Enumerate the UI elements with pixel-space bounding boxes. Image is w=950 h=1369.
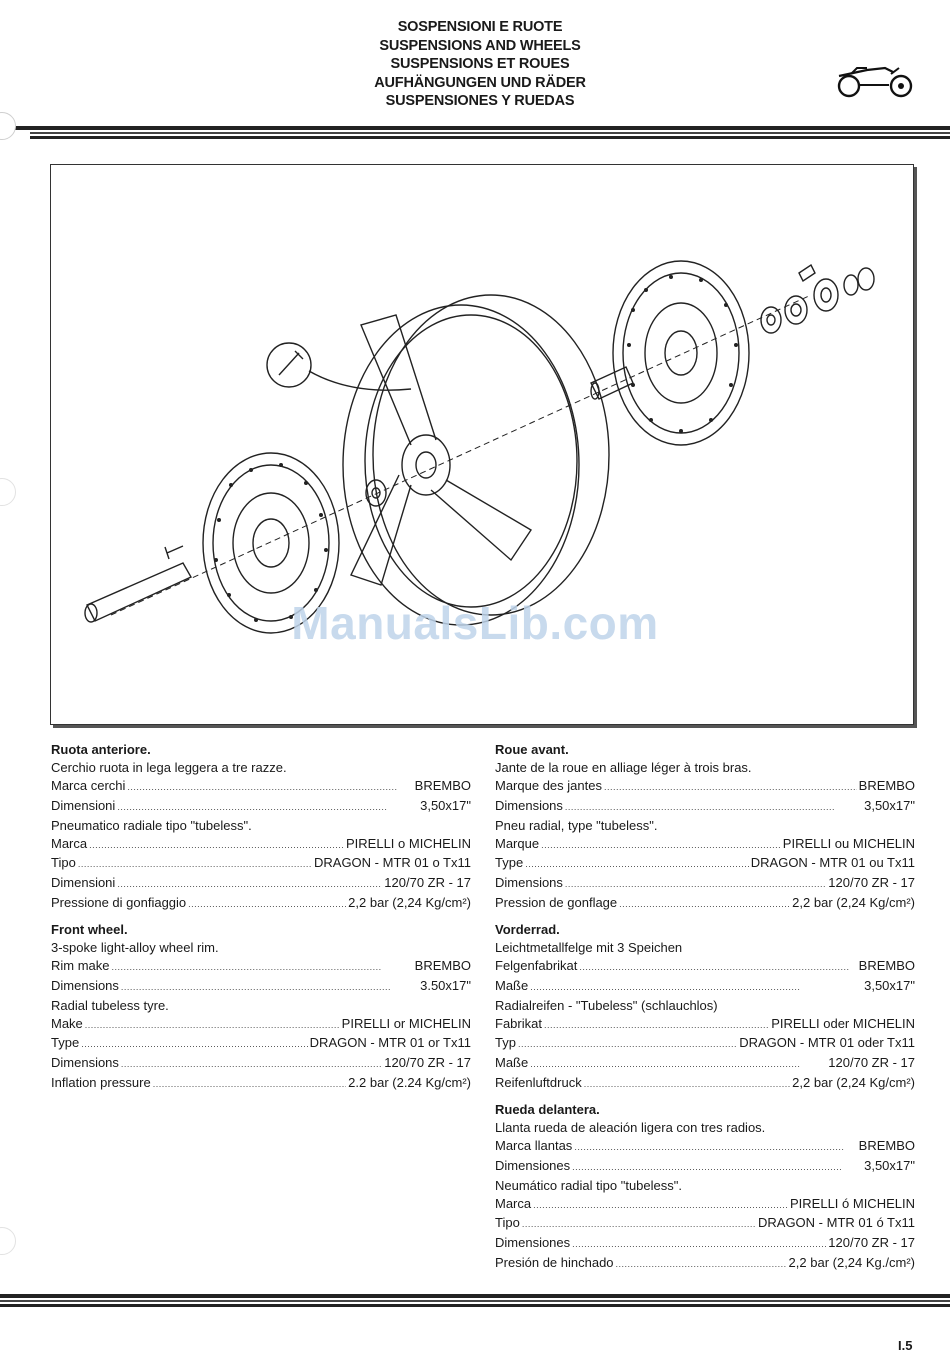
spec-row: Marca . . . PIRELLI o MICHELIN: [51, 835, 471, 855]
motorcycle-wheel-icon: [833, 58, 917, 100]
spec-row: Dimensions . . . 3,50x17": [495, 797, 915, 817]
spec-row: Typ . . . DRAGON - MTR 01 oder Tx11: [495, 1034, 915, 1054]
section-intro: Llanta rueda de aleación ligera con tres radios.: [495, 1119, 766, 1135]
page-number: I.5: [898, 1338, 913, 1353]
spec-row: Type . . . DRAGON - MTR 01 or Tx11: [51, 1034, 471, 1054]
tyre-description: Radial tubeless tyre.: [51, 997, 169, 1013]
spec-row: Tipo . . . DRAGON - MTR 01 ó Tx11: [495, 1214, 915, 1234]
section-intro: 3-spoke light-alloy wheel rim.: [51, 939, 219, 955]
section-intro: Cerchio ruota in lega leggera a tre razze.: [51, 759, 287, 775]
section-title: Vorderrad.: [495, 922, 560, 937]
section-intro: Leichtmetallfelge mit 3 Speichen: [495, 939, 683, 955]
spec-row: Marque . . . PIRELLI ou MICHELIN: [495, 835, 915, 855]
spec-row: Make . . . PIRELLI or MICHELIN: [51, 1015, 471, 1035]
spec-row: Pression de gonflage . . . 2,2 bar (2,24 Kg/cm²): [495, 894, 915, 914]
spec-block-it: [51, 741, 471, 914]
spec-row: Marca . . . PIRELLI ó MICHELIN: [495, 1195, 915, 1215]
spec-row: Dimensions . . . 120/70 ZR - 17: [495, 874, 915, 894]
tyre-description: Pneumatico radiale tipo "tubeless".: [51, 817, 252, 833]
title-en: SUSPENSIONS AND WHEELS: [379, 37, 581, 54]
spec-block-en: [51, 921, 471, 1094]
spec-block-es: [495, 1101, 915, 1274]
spec-row: Maße . . . 3,50x17": [495, 977, 915, 997]
spec-row: Reifenluftdruck . . . 2,2 bar (2,24 Kg/cm²): [495, 1074, 915, 1094]
page-title-block: [290, 18, 670, 111]
spec-row: Dimensioni . . . 120/70 ZR - 17: [51, 874, 471, 894]
spec-block-fr: [495, 741, 915, 914]
title-fr: SUSPENSIONS ET ROUES: [390, 56, 570, 73]
spec-row: Marca llantas . . . BREMBO: [495, 1137, 915, 1157]
title-de: AUFHÄNGUNGEN UND RÄDER: [374, 74, 586, 91]
binder-hole: [0, 1227, 16, 1255]
section-intro: Jante de la roue en alliage léger à trois bras.: [495, 759, 752, 775]
spec-row: Dimensions . . . 120/70 ZR - 17: [51, 1054, 471, 1074]
tyre-description: Neumático radial tipo "tubeless".: [495, 1177, 682, 1193]
spec-block-de: [495, 921, 915, 1094]
spec-row: Maße . . . 120/70 ZR - 17: [495, 1054, 915, 1074]
spec-row: Presión de hinchado . . . 2,2 bar (2,24 Kg./cm²): [495, 1254, 915, 1274]
watermark: ManualsLib.com: [291, 597, 659, 649]
section-title: Front wheel.: [51, 922, 128, 937]
spec-row: Marca cerchi . . . BREMBO: [51, 777, 471, 797]
section-title: Ruota anteriore.: [51, 742, 151, 757]
section-title: Rueda delantera.: [495, 1102, 600, 1117]
footer-rule: [0, 1292, 950, 1312]
spec-row: Marque des jantes . . . BREMBO: [495, 777, 915, 797]
spec-row: Felgenfabrikat . . . BREMBO: [495, 957, 915, 977]
spec-row: Pressione di gonfiaggio . . . 2,2 bar (2,24 Kg/cm²): [51, 894, 471, 914]
spec-row: Dimensioni . . . 3,50x17": [51, 797, 471, 817]
spec-row: Fabrikat . . . PIRELLI oder MICHELIN: [495, 1015, 915, 1035]
header-rule: [0, 122, 950, 142]
spec-row: Type . . . DRAGON - MTR 01 ou Tx11: [495, 854, 915, 874]
section-title: Roue avant.: [495, 742, 569, 757]
spec-row: Dimensiones . . . 3,50x17": [495, 1157, 915, 1177]
spec-row: Dimensiones . . . 120/70 ZR - 17: [495, 1234, 915, 1254]
title-es: SUSPENSIONES Y RUEDAS: [385, 93, 575, 110]
tyre-description: Pneu radial, type "tubeless".: [495, 817, 658, 833]
spec-row: Tipo . . . DRAGON - MTR 01 o Tx11: [51, 854, 471, 874]
binder-hole: [0, 478, 16, 506]
spec-row: Dimensions . . . 3.50x17": [51, 977, 471, 997]
tyre-description: Radialreifen - "Tubeless" (schlauchlos): [495, 997, 718, 1013]
spec-row: Inflation pressure . . . 2.2 bar (2.24 Kg/cm²): [51, 1074, 471, 1094]
spec-row: Rim make . . . BREMBO: [51, 957, 471, 977]
title-it: SOSPENSIONI E RUOTE: [397, 19, 563, 35]
